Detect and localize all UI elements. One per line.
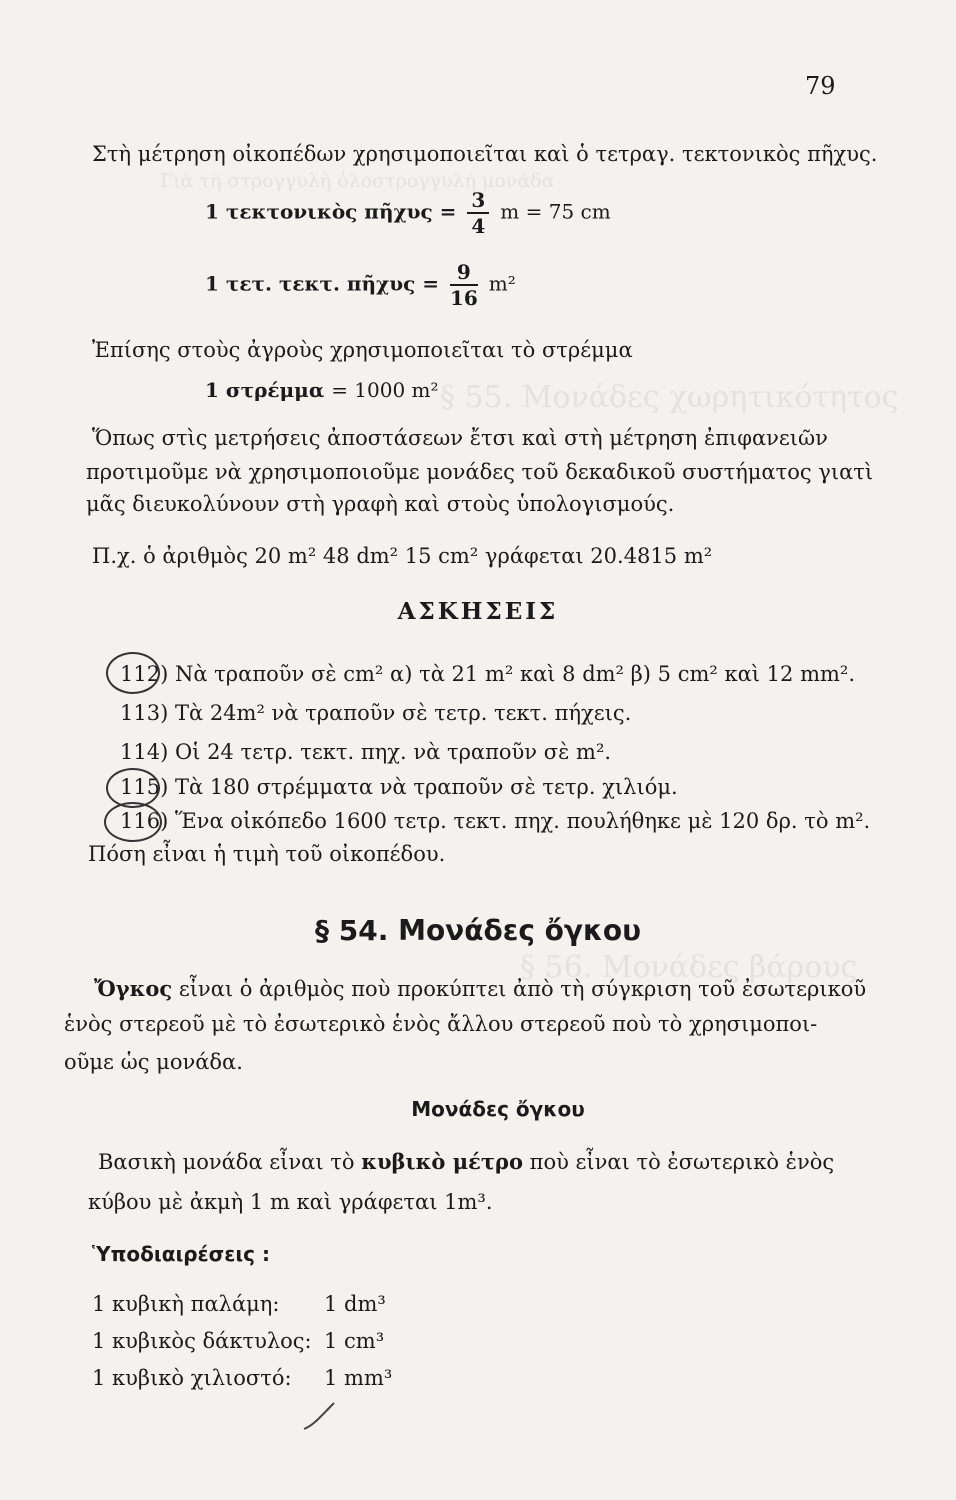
- section-heading: § 54. Μονάδες ὄγκου: [314, 914, 642, 947]
- subdivision-name: 1 κυβικὴ παλάμη:: [92, 1292, 280, 1316]
- subdivisions-heading: Ὑποδιαιρέσεις :: [92, 1242, 270, 1266]
- exercise-113: 113) Τὰ 24m² νὰ τραποῦν σὲ τετρ. τεκτ. πήχεις.: [120, 701, 632, 725]
- also-line: Ἐπίσης στοὺς ἀγροὺς χρησιμοποιεῖται τὸ στρέμμα: [92, 338, 633, 362]
- subdivision-name: 1 κυβικὸ χιλιοστό:: [92, 1366, 292, 1390]
- exercise-115: 115) Τὰ 180 στρέμματα νὰ τραποῦν σὲ τετρ. χιλιόμ.: [120, 775, 678, 799]
- subdivision-value: 1 dm³: [324, 1292, 386, 1316]
- volume-definition-line-2: ἑνὸς στερεοῦ μὲ τὸ ἐσωτερικὸ ἑνὸς ἄλλου στερεοῦ ποὺ τὸ χρησιμοποι-: [64, 1012, 818, 1036]
- basic-unit-name: κυβικὸ μέτρο: [361, 1149, 523, 1174]
- formula1-left: 1 τεκτονικὸς πῆχυς =: [205, 199, 457, 224]
- fraction-3-4: [467, 188, 489, 238]
- formula-square-pichys: [205, 260, 516, 310]
- bleed-through-heading-2: § 56. Μονάδες βάρους: [520, 950, 858, 985]
- formula-stremma: [205, 378, 439, 402]
- volume-definition-line-1: [94, 975, 866, 1003]
- fraction-denominator: 16: [449, 286, 478, 310]
- exercises-heading: ΑΣΚΗΣΕΙΣ: [397, 598, 559, 625]
- pencil-stroke-mark: [300, 1395, 340, 1435]
- basic-unit-pre: Βασικὴ μονάδα εἶναι τὸ: [98, 1150, 355, 1174]
- formula2-left: 1 τετ. τεκτ. πῆχυς =: [205, 271, 439, 296]
- bleed-through-text: Γιὰ τὴ στρογγυλὴ ὁλοστρογγυλή μονάδα: [160, 170, 555, 192]
- intro-line: Στὴ μέτρηση οἰκοπέδων χρησιμοποιεῖται καὶ ὁ τετραγ. τεκτονικὸς πῆχυς.: [92, 142, 878, 166]
- exercise-112: 112) Νὰ τραποῦν σὲ cm² α) τὰ 21 m² καὶ 8 dm² β) 5 cm² καὶ 12 mm².: [120, 662, 855, 686]
- example-line: Π.χ. ὁ ἀριθμὸς 20 m² 48 dm² 15 cm² γράφεται 20.4815 m²: [92, 544, 713, 568]
- fraction-9-16: [450, 260, 478, 310]
- subdivision-value: 1 cm³: [324, 1329, 385, 1353]
- exercise-114: 114) Οἱ 24 τετρ. τεκτ. πηχ. νὰ τραποῦν σὲ m².: [120, 740, 612, 764]
- stremma-right: = 1000 m²: [331, 378, 439, 402]
- paragraph-text: Ὅπως στὶς μετρήσεις ἀποστάσεων ἔτσι καὶ στὴ μέτρηση ἐπιφανειῶν: [92, 426, 828, 450]
- subdivision-value: 1 mm³: [324, 1366, 393, 1390]
- exercise-116: 116) Ἕνα οἰκόπεδο 1600 τετρ. τεκτ. πηχ. πουλήθηκε μὲ 120 δρ. τὸ m².: [120, 809, 871, 833]
- basic-unit-line-1: [98, 1148, 834, 1176]
- basic-unit-post: ποὺ εἶναι τὸ ἐσωτερικὸ ἑνὸς: [529, 1150, 835, 1174]
- paragraph-line-3: μᾶς διευκολύνουν στὴ γραφὴ καὶ στοὺς ὑπολογισμούς.: [86, 492, 675, 516]
- bleed-through-heading: § 55. Μονάδες χωρητικότητος: [440, 380, 899, 415]
- fraction-denominator: 4: [471, 214, 486, 238]
- fraction-numerator: 3: [467, 188, 489, 214]
- fraction-numerator: 9: [450, 260, 478, 286]
- volume-term: Ὄγκος: [94, 976, 173, 1001]
- volume-definition-text: εἶναι ὁ ἀριθμὸς ποὺ προκύπτει ἀπὸ τὴ σύγκριση τοῦ ἐσωτερικοῦ: [178, 977, 867, 1001]
- paragraph-line-1: [92, 424, 852, 452]
- units-subheading: Μονάδες ὄγκου: [411, 1097, 585, 1121]
- pencil-circle-mark: [106, 652, 160, 694]
- subdivision-name: 1 κυβικὸς δάκτυλος:: [92, 1329, 312, 1353]
- pencil-circle-mark: [104, 802, 162, 842]
- formula-tektonikos-pichys: [205, 188, 611, 238]
- stremma-left: 1 στρέμμα: [205, 378, 325, 402]
- page-number: 79: [805, 72, 836, 100]
- basic-unit-line-2: κύβου μὲ ἀκμὴ 1 m καὶ γράφεται 1m³.: [88, 1190, 493, 1214]
- formula2-right: m²: [488, 271, 516, 296]
- formula1-right: m = 75 cm: [500, 199, 611, 224]
- volume-definition-line-3: οῦμε ὡς μονάδα.: [64, 1050, 243, 1074]
- paragraph-line-2: προτιμοῦμε νὰ χρησιμοποιοῦμε μονάδες τοῦ δεκαδικοῦ συστήματος γιατὶ: [86, 460, 874, 484]
- exercise-116-continued: Πόση εἶναι ἡ τιμὴ τοῦ οἰκοπέδου.: [88, 842, 446, 866]
